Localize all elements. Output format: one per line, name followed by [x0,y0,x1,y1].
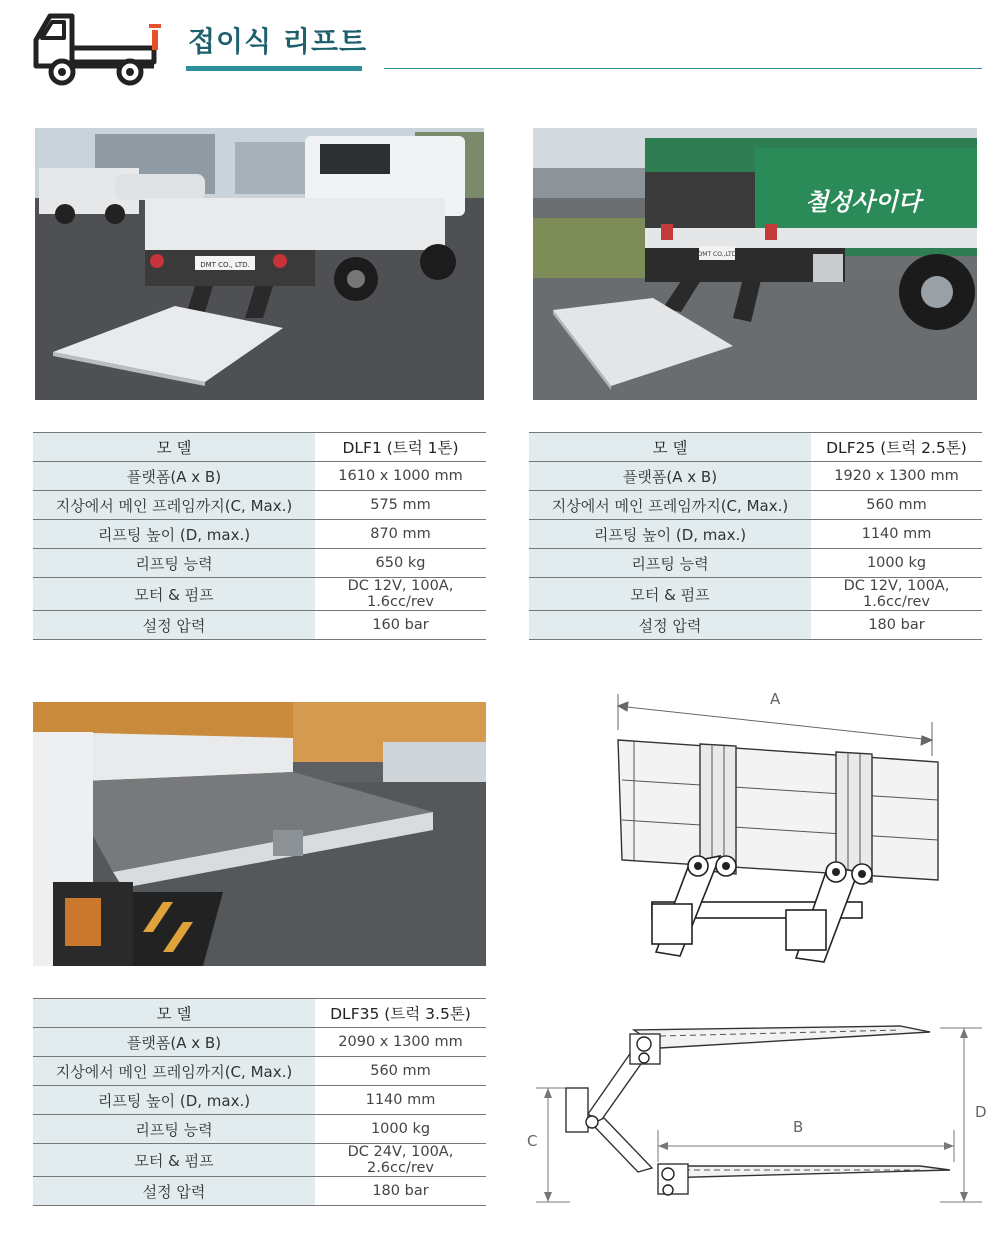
photo-dlf25 [533,128,977,400]
table-row [33,999,486,1028]
table-row [33,1177,486,1206]
table-row [33,1086,486,1115]
company-logo-plate: DMT CO., LTD. [200,261,250,269]
table-cell-value: 1140 mm [811,520,982,549]
table-row [33,462,486,491]
table-cell-label: 모 델 [33,433,315,462]
table-cell-label: 모 델 [529,433,811,462]
table-cell-label: 리프팅 능력 [33,549,315,578]
table-cell-value: DC 12V, 100A, 1.6cc/rev [315,578,486,611]
dimension-label-a: A [770,690,781,708]
spec-table-dlf35 [33,998,486,1206]
table-cell-label: 플랫폼(A x B) [529,462,811,491]
lift-front-drawing [600,680,960,980]
table-cell-label: 설정 압력 [33,611,315,640]
table-row [529,520,982,549]
table-cell-value: 560 mm [811,491,982,520]
table-cell-value: 560 mm [315,1057,486,1086]
table-cell-label: 지상에서 메인 프레임까지(C, Max.) [33,491,315,520]
table-row [529,578,982,611]
spec-table-dlf1 [33,432,486,640]
spec-table-dlf25 [529,432,982,640]
table-row [33,433,486,462]
table-cell-value: DLF25 (트럭 2.5톤) [811,433,982,462]
table-cell-value: 1000 kg [315,1115,486,1144]
table-cell-label: 플랫폼(A x B) [33,462,315,491]
table-cell-value: DC 24V, 100A, 2.6cc/rev [315,1144,486,1177]
table-cell-label: 모 델 [33,999,315,1028]
table-cell-value: DC 12V, 100A, 1.6cc/rev [811,578,982,611]
table-cell-value: 180 bar [811,611,982,640]
table-cell-label: 플랫폼(A x B) [33,1028,315,1057]
table-row [33,1115,486,1144]
table-row [33,578,486,611]
dimension-label-d: D [975,1103,987,1121]
table-cell-value: 1920 x 1300 mm [811,462,982,491]
table-cell-label: 리프팅 높이 (D, max.) [33,520,315,549]
table-cell-label: 설정 압력 [33,1177,315,1206]
header-divider [384,68,982,69]
table-row [33,1057,486,1086]
truck-icon [28,8,164,90]
table-cell-value: 160 bar [315,611,486,640]
title-accent-bar [186,66,362,71]
table-cell-value: DLF35 (트럭 3.5톤) [315,999,486,1028]
table-cell-value: 650 kg [315,549,486,578]
table-cell-value: 575 mm [315,491,486,520]
table-row [529,462,982,491]
table-cell-value: DLF1 (트럭 1톤) [315,433,486,462]
table-row [33,520,486,549]
dimension-label-c: C [527,1132,538,1150]
table-cell-label: 리프팅 높이 (D, max.) [33,1086,315,1115]
table-row [33,491,486,520]
table-cell-label: 리프팅 능력 [33,1115,315,1144]
table-row [529,549,982,578]
table-row [33,1144,486,1177]
table-row [529,491,982,520]
table-cell-value: 2090 x 1300 mm [315,1028,486,1057]
page-title: 접이식 리프트 [188,25,368,58]
photo-dlf1 [35,128,484,400]
table-row [529,611,982,640]
table-cell-label: 모터 & 펌프 [529,578,811,611]
lift-side-drawing [530,1018,1000,1218]
table-cell-value: 870 mm [315,520,486,549]
table-cell-label: 설정 압력 [529,611,811,640]
table-cell-label: 지상에서 메인 프레임까지(C, Max.) [529,491,811,520]
truck-brand-text: 철성사이다 [805,188,921,216]
table-cell-label: 지상에서 메인 프레임까지(C, Max.) [33,1057,315,1086]
table-cell-value: 1610 x 1000 mm [315,462,486,491]
table-cell-value: 1000 kg [811,549,982,578]
table-cell-label: 리프팅 능력 [529,549,811,578]
table-row [33,611,486,640]
table-cell-label: 리프팅 높이 (D, max.) [529,520,811,549]
dimension-label-b: B [793,1118,804,1136]
table-cell-label: 모터 & 펌프 [33,578,315,611]
table-cell-value: 180 bar [315,1177,486,1206]
table-cell-label: 모터 & 펌프 [33,1144,315,1177]
company-logo-plate: DMT CO.,LTD [697,251,737,258]
photo-dlf35 [33,702,486,966]
table-row [33,1028,486,1057]
table-row [529,433,982,462]
table-cell-value: 1140 mm [315,1086,486,1115]
table-row [33,549,486,578]
